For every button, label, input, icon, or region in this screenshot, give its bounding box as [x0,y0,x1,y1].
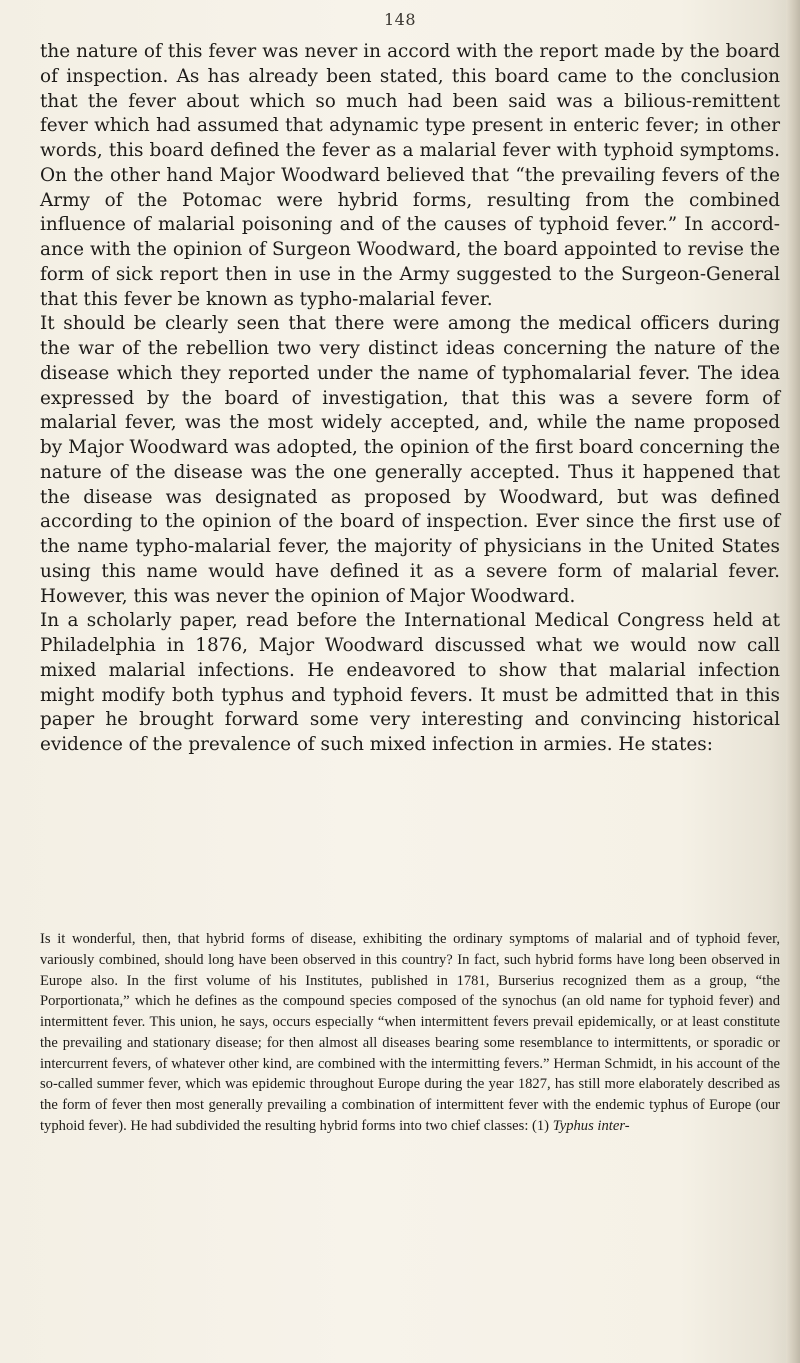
page-edge-shadow [786,0,800,1363]
quote-text: Is it wonderful, then, that hybrid forms of disease, exhibiting the ordinary symptoms of malarial and of typhoid fever, variously combined, should long have been observed in this country? In fact, such hybrid forms have long been observed in Europe also. In the first volume of his Institutes, published in 1781, Burserius recognized them as a group, “the Porportionata,” which he defines as the compound species composed of the synochus (an old name for typhoid fever) and intermittent fever. This union, he says, occurs especially “when intermittent fevers prevail epidemically, or at least constitute the prevailing and stationary disease; for then almost all diseases bearing some resemblance to intermittents, or sporadic or intercurrent fevers, of whatever other kind, are combined with the intermitting fevers.” Herman Schmidt, in his account of the so-called summer fever, which was epidemic throughout Europe during the year 1827, has still more elaborately described as the form of fever then most generally prevailing a combination of intermittent fever with the endemic typhus of Europe (our typhoid fever). He had subdivided the resulting hybrid forms into two chief classes: (1) [40,931,780,1134]
quote-paragraph [40,929,780,1137]
body-text [40,40,780,758]
quote-italic-tail: Typhus inter- [552,1117,630,1134]
paragraph-3: In a scholarly paper, read before the International Medical Congress held at Philadelphia in 1876, Major Woodward discussed what we would now call mixed malarial infections. He endeavored to show that malarial infection might modify both typhus and typhoid fevers. It must be admitted that in this paper he brought forward some very interesting and convincing historical evidence of the prevalence of such mixed infection in armies. He states: [40,610,780,755]
paragraph-1: the nature of this fever was never in accord with the report made by the board of inspection. As has already been stated, this board came to the conclusion that the fever about which so much had been said was a bilious-remittent fever which had assumed that adynamic type present in enteric fever; in other words, this board defined the fever as a malarial fever with typhoid symptoms. On the other hand Major Woodward believed that “the prevailing fevers of the Army of the Potomac were hybrid forms, resulting from the combined influence of malarial poisoning and of the causes of typhoid fever.” In accordance with the opinion of Surgeon Woodward, the board appointed to revise the form of sick report then in use in the Army suggested to the Surgeon-General that this fever be known as typho-malarial fever. [40,41,780,310]
page-number: 148 [383,10,417,29]
block-quote [40,929,780,1137]
paragraph-2: It should be clearly seen that there were among the medical officers during the war of the rebellion two very distinct ideas concerning the nature of the disease which they reported under the name of typhomalarial fever. The idea expressed by the board of investigation, that this was a severe form of malarial fever, was the most widely accepted, and, while the name proposed by Major Woodward was adopted, the opinion of the first board concerning the nature of the disease was the one generally accepted. Thus it happened that the disease was designated as proposed by Woodward, but was defined according to the opinion of the board of inspection. Ever since the first use of the name typho-malarial fever, the majority of physicians in the United States using this name would have defined it as a severe form of malarial fever. However, this was never the opinion of Major Woodward. [40,313,780,607]
